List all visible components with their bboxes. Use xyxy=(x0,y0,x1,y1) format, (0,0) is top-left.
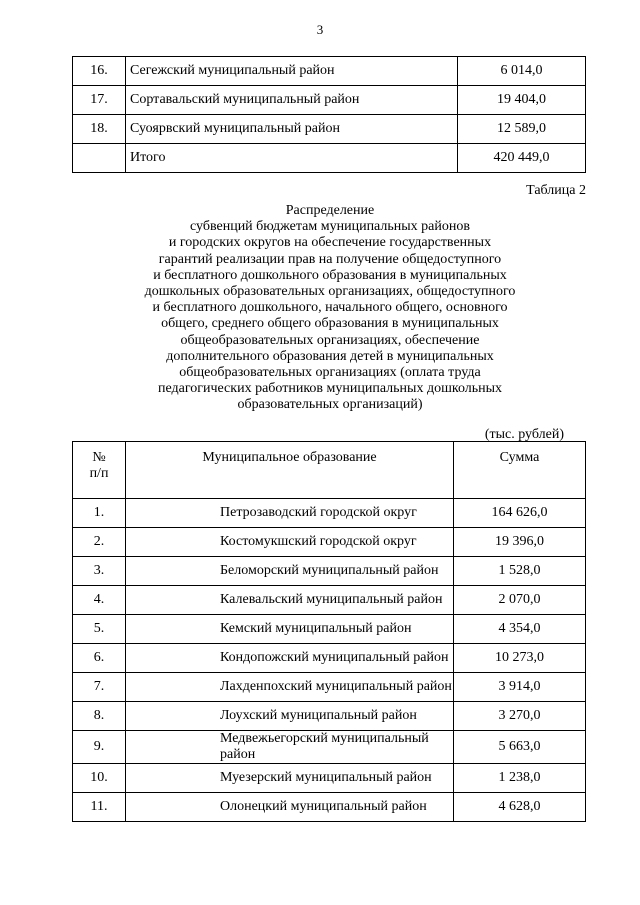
number-column-header xyxy=(73,442,126,499)
table-row xyxy=(73,557,586,586)
table-row xyxy=(73,615,586,644)
table-row xyxy=(73,793,586,822)
heading-line: общеобразовательных организациях (оплата труда xyxy=(179,365,481,381)
municipality-name: Сортавальский муниципальный район xyxy=(126,86,458,115)
municipality-name: Петрозаводский городской округ xyxy=(126,499,454,528)
row-number: 5. xyxy=(73,615,126,644)
row-number: 16. xyxy=(73,57,126,86)
amount: 6 014,0 xyxy=(458,57,586,86)
municipality-name: Калевальский муниципальный район xyxy=(126,586,454,615)
table-row xyxy=(73,499,586,528)
table-row xyxy=(73,673,586,702)
row-number: 17. xyxy=(73,86,126,115)
amount: 19 396,0 xyxy=(454,528,586,557)
table-row xyxy=(73,86,586,115)
units-label: (тыс. рублей) xyxy=(484,427,564,442)
heading-line: и городских округов на обеспечение государственных xyxy=(168,235,492,251)
amount: 3 914,0 xyxy=(454,673,586,702)
heading-line: дошкольных образовательных организациях, общедоступного xyxy=(144,284,516,300)
heading-line: гарантий реализации прав на получение общедоступного xyxy=(158,251,502,267)
amount: 4 628,0 xyxy=(454,793,586,822)
row-number: 9. xyxy=(73,731,126,764)
municipality-name: Костомукшский городской округ xyxy=(126,528,454,557)
amount-column-header: Сумма xyxy=(454,442,586,499)
total-label: Итого xyxy=(126,144,458,173)
heading-line: педагогических работников муниципальных дошкольных xyxy=(157,381,503,397)
heading-line: и бесплатного дошкольного, начального общего, основного xyxy=(152,300,508,316)
row-number: 3. xyxy=(73,557,126,586)
allocation-table-continued xyxy=(72,56,586,173)
row-number: 10. xyxy=(73,764,126,793)
municipality-name: Беломорский муниципальный район xyxy=(126,557,454,586)
total-amount: 420 449,0 xyxy=(458,144,586,173)
municipality-name: Олонецкий муниципальный район xyxy=(126,793,454,822)
table-heading xyxy=(110,203,550,414)
amount: 1 528,0 xyxy=(454,557,586,586)
amount: 164 626,0 xyxy=(454,499,586,528)
amount: 10 273,0 xyxy=(454,644,586,673)
row-number: 11. xyxy=(73,793,126,822)
amount: 3 270,0 xyxy=(454,702,586,731)
amount: 19 404,0 xyxy=(458,86,586,115)
heading-line: общеобразовательных организациях, обеспечение xyxy=(180,332,480,348)
row-number: 7. xyxy=(73,673,126,702)
total-row xyxy=(73,144,586,173)
heading-line: образовательных организаций) xyxy=(237,397,423,413)
table-row xyxy=(73,528,586,557)
table-header-row xyxy=(73,442,586,499)
table-label: Таблица 2 xyxy=(526,183,586,198)
amount: 4 354,0 xyxy=(454,615,586,644)
row-number: 6. xyxy=(73,644,126,673)
table-row xyxy=(73,764,586,793)
heading-line: субвенций бюджетам муниципальных районов xyxy=(190,219,470,235)
municipality-name: Лоухский муниципальный район xyxy=(126,702,454,731)
municipality-name: Сегежский муниципальный район xyxy=(126,57,458,86)
page-number: 3 xyxy=(316,22,324,37)
table-row xyxy=(73,731,586,764)
amount: 1 238,0 xyxy=(454,764,586,793)
heading-line: дополнительного образования детей в муниципальных xyxy=(166,348,494,364)
row-number: 18. xyxy=(73,115,126,144)
table-row xyxy=(73,586,586,615)
amount: 12 589,0 xyxy=(458,115,586,144)
heading-line: Распределение xyxy=(285,203,375,218)
row-number xyxy=(73,144,126,173)
heading-line: общего, среднего общего образования в муниципальных xyxy=(161,316,499,332)
amount: 5 663,0 xyxy=(454,731,586,764)
table-row xyxy=(73,115,586,144)
municipality-name: Кемский муниципальный район xyxy=(126,615,454,644)
amount: 2 070,0 xyxy=(454,586,586,615)
allocation-table xyxy=(72,441,586,822)
municipality-column-header: Муниципальное образование xyxy=(126,442,454,499)
heading-line: и бесплатного дошкольного образования в муниципальных xyxy=(153,267,507,283)
municipality-name: Суоярвский муниципальный район xyxy=(126,115,458,144)
row-number: 8. xyxy=(73,702,126,731)
table-row xyxy=(73,702,586,731)
municipality-name: Медвежьегорский муниципальный район xyxy=(126,731,454,764)
table-row xyxy=(73,57,586,86)
number-header-line2: п/п xyxy=(89,466,109,481)
municipality-name: Муезерский муниципальный район xyxy=(126,764,454,793)
number-header-line1: № xyxy=(92,450,106,465)
row-number: 1. xyxy=(73,499,126,528)
row-number: 4. xyxy=(73,586,126,615)
municipality-name: Кондопожский муниципальный район xyxy=(126,644,454,673)
municipality-name: Лахденпохский муниципальный район xyxy=(126,673,454,702)
table-row xyxy=(73,644,586,673)
row-number: 2. xyxy=(73,528,126,557)
